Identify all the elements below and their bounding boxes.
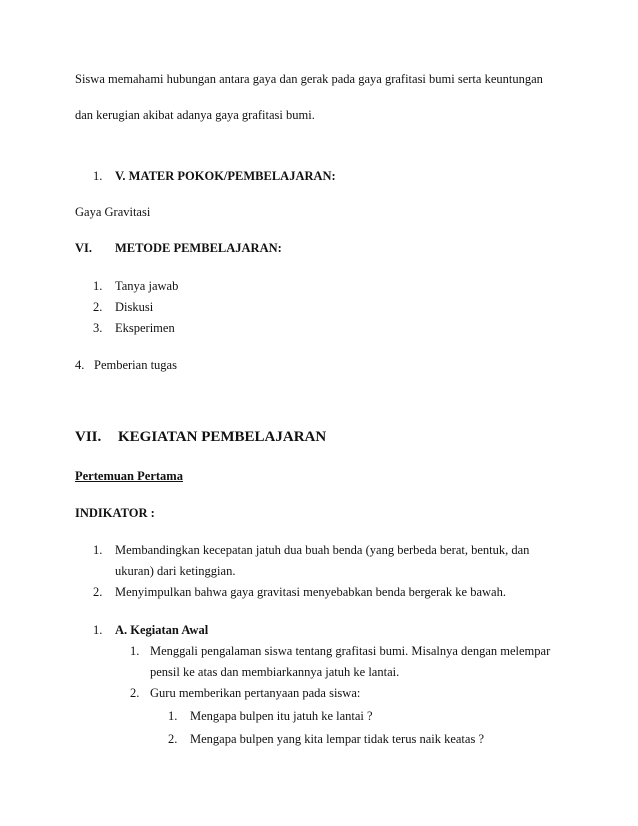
- method-item: Tanya jawab: [115, 279, 179, 293]
- indikator-line: ukuran) dari ketinggian.: [115, 564, 236, 578]
- indikator-line: Membandingkan kecepatan jatuh dua buah benda (yang berbeda berat, bentuk, dan: [115, 543, 530, 557]
- indikator-number: 2.: [93, 585, 103, 599]
- activity-line: Menggali pengalaman siswa tentang grafitasi bumi. Misalnya dengan melempar: [150, 644, 551, 658]
- activity-line: Guru memberikan pertanyaan pada siswa:: [150, 686, 361, 700]
- section-vii-title: KEGIATAN PEMBELAJARAN: [118, 429, 327, 445]
- method-number: 1.: [93, 279, 103, 293]
- meeting-heading: Pertemuan Pertama: [75, 469, 183, 483]
- method-item: Diskusi: [115, 300, 154, 314]
- activity-number: 1.: [130, 644, 140, 658]
- kegiatan-awal-number: 1.: [93, 623, 103, 637]
- method-item: Eksperimen: [115, 321, 175, 335]
- indikator-line: Menyimpulkan bahwa gaya gravitasi menyebabkan benda bergerak ke bawah.: [115, 585, 506, 599]
- intro-line-2: dan kerugian akibat adanya gaya grafitasi bumi.: [75, 108, 315, 122]
- section-vi-number: VI.: [75, 241, 93, 255]
- activity-number: 2.: [130, 686, 140, 700]
- method-number: 4.: [75, 358, 85, 372]
- method-number: 2.: [93, 300, 103, 314]
- question-text: Mengapa bulpen itu jatuh ke lantai ?: [190, 709, 373, 723]
- section-vi-title: METODE PEMBELAJARAN:: [115, 241, 282, 255]
- section-vii-number: VII.: [75, 429, 102, 445]
- kegiatan-awal-title: A. Kegiatan Awal: [115, 623, 209, 637]
- section-v-title: V. MATER POKOK/PEMBELAJARAN:: [115, 169, 336, 183]
- method-item: Pemberian tugas: [94, 358, 177, 372]
- question-text: Mengapa bulpen yang kita lempar tidak terus naik keatas ?: [190, 732, 484, 746]
- section-v-content: Gaya Gravitasi: [75, 205, 151, 219]
- section-v-number: 1.: [93, 169, 103, 183]
- indikator-heading: INDIKATOR :: [75, 506, 155, 520]
- intro-line-1: Siswa memahami hubungan antara gaya dan gerak pada gaya grafitasi bumi serta keuntungan: [75, 72, 543, 86]
- method-number: 3.: [93, 321, 103, 335]
- activity-line: pensil ke atas dan membiarkannya jatuh ke lantai.: [150, 665, 400, 679]
- question-number: 2.: [168, 732, 178, 746]
- indikator-number: 1.: [93, 543, 103, 557]
- question-number: 1.: [168, 709, 178, 723]
